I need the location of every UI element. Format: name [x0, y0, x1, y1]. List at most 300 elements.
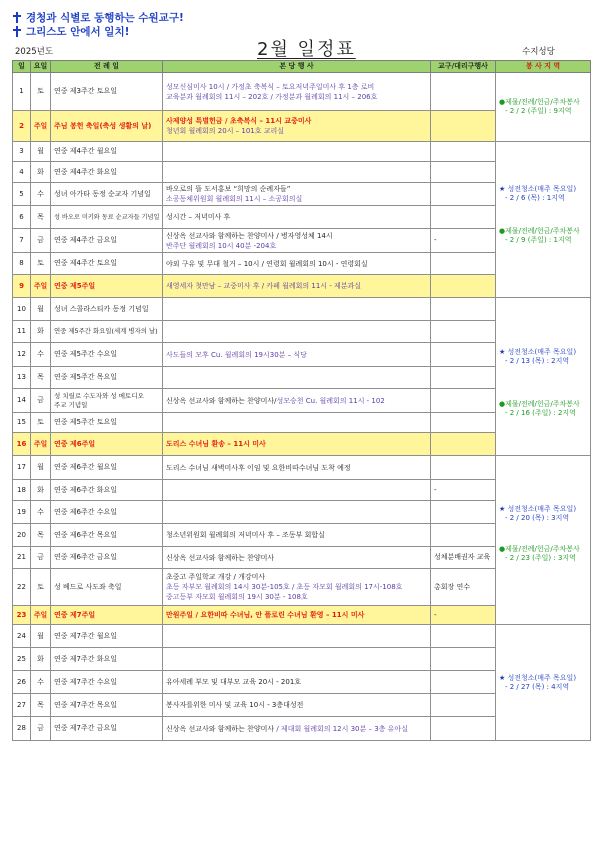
weekday-cell — [31, 275, 51, 298]
event-text: 중고등부 자모회 월례회의 19시 30분 - 108호 — [166, 593, 308, 601]
schedule-row — [13, 142, 591, 162]
liturgy-day: 연중 제5주간 수요일 — [54, 350, 117, 358]
liturgy-cell — [51, 625, 163, 648]
service-title: ★ 성전청소(매주 목요일) — [499, 347, 577, 356]
liturgy-cell — [51, 648, 163, 671]
liturgy-day: 연중 제7주간 목요일 — [54, 700, 117, 709]
service-block — [496, 73, 591, 142]
diocese-events-cell — [431, 206, 496, 229]
event-text: 소공동체위원회 월례회의 11시 – 소공회의실 — [166, 195, 303, 203]
service-item — [499, 674, 587, 692]
weekday: 수 — [37, 189, 44, 198]
event-line — [166, 116, 427, 126]
day-cell — [13, 606, 31, 625]
schedule-row — [13, 298, 591, 321]
diocese-events-cell — [431, 625, 496, 648]
motto-text-2: 그리스도 안에서 일치! — [26, 26, 130, 38]
weekday: 화 — [37, 654, 44, 663]
event-line — [166, 241, 427, 251]
table-body — [13, 73, 591, 741]
diocese-events-cell — [431, 229, 496, 253]
cross-icon — [13, 12, 21, 23]
day-cell — [13, 183, 31, 206]
parish-events-cell — [163, 389, 431, 413]
weekday: 주일 — [34, 610, 47, 619]
diocese-events-cell — [431, 413, 496, 433]
day-number: 15 — [17, 418, 26, 426]
day-number: 21 — [17, 553, 26, 561]
service-item — [499, 348, 587, 366]
event-line — [166, 194, 427, 204]
liturgy-cell — [51, 671, 163, 694]
day-number: 23 — [16, 610, 27, 619]
diocese-events-cell — [431, 524, 496, 547]
parish-events-cell — [163, 367, 431, 389]
liturgy-cell — [51, 413, 163, 433]
column-header-diocese-events: 교구/대리구행사 — [431, 61, 496, 73]
diocese-events-cell — [431, 433, 496, 456]
day-number: 5 — [19, 189, 24, 198]
day-number: 2 — [19, 121, 24, 130]
day-number: 17 — [17, 463, 26, 471]
diocese-events-cell — [431, 606, 496, 625]
liturgy-cell — [51, 367, 163, 389]
event-text: 만원주일 / 요한비따 수녀님, 안 플로린 수녀님 환영 – 11시 미사 — [166, 611, 365, 619]
liturgy-cell — [51, 480, 163, 501]
event-line — [166, 439, 427, 449]
weekday: 토 — [37, 582, 44, 591]
liturgy-day: 연중 제4주간 월요일 — [54, 147, 117, 155]
liturgy-cell — [51, 547, 163, 569]
service-stack — [499, 185, 587, 255]
weekday: 토 — [37, 418, 44, 426]
diocese-events-cell — [431, 456, 496, 480]
weekday: 토 — [37, 87, 44, 95]
diocese-events-cell — [431, 253, 496, 275]
service-detail: - 2 / 2 (주일) : 9지역 — [505, 107, 572, 115]
column-header-service-area: 봉 사 지 역 — [496, 61, 591, 73]
diocese-events-cell — [431, 162, 496, 183]
weekday-cell — [31, 480, 51, 501]
day-cell — [13, 367, 31, 389]
liturgy-cell — [51, 321, 163, 343]
weekday: 월 — [37, 463, 44, 471]
liturgy-cell — [51, 343, 163, 367]
weekday: 수 — [37, 677, 44, 686]
liturgy-day: 연중 제6주간 목요일 — [54, 530, 117, 539]
liturgy-day: 연중 제7주간 월요일 — [54, 631, 117, 640]
event-text: 봉사자를위한 미사 및 교육 10시 - 3층대성전 — [166, 701, 304, 709]
liturgy-day: 연중 제7주간 화요일 — [54, 654, 117, 663]
day-number: 6 — [19, 212, 24, 221]
liturgy-day: 연중 제7주간 금요일 — [54, 724, 117, 732]
parish-events-cell — [163, 606, 431, 625]
weekday-cell — [31, 671, 51, 694]
parish-events-cell — [163, 343, 431, 367]
event-text: 청소년위원회 월례회의 저녁미사 후 – 조동부 회합실 — [166, 531, 325, 539]
day-cell — [13, 142, 31, 162]
service-detail: - 2 / 16 (주일) : 2지역 — [505, 408, 576, 417]
liturgy-cell — [51, 73, 163, 111]
parish-events-cell — [163, 524, 431, 547]
parish-events-cell — [163, 111, 431, 142]
parish-events-cell — [163, 321, 431, 343]
header-row — [13, 61, 591, 73]
weekday: 월 — [37, 304, 44, 313]
event-line — [166, 610, 427, 620]
liturgy-cell — [51, 298, 163, 321]
event-line — [166, 677, 427, 687]
weekday-cell — [31, 298, 51, 321]
event-line — [166, 212, 427, 222]
day-cell — [13, 480, 31, 501]
schedule-row — [13, 73, 591, 111]
day-number: 18 — [17, 485, 26, 494]
liturgy-cell — [51, 253, 163, 275]
motto-line-2 — [13, 25, 129, 38]
liturgy-day: 연중 제4주간 토요일 — [54, 259, 117, 267]
service-detail: - 2 / 27 (목) : 4지역 — [505, 682, 570, 691]
diocese-events-cell — [431, 671, 496, 694]
event-text: 바오로의 뜰 도서홍보 “희망의 순례자들” — [166, 185, 291, 193]
liturgy-cell — [51, 142, 163, 162]
event-text: 야외 구유 및 무대 철거 – 10시 / 연령회 월례회의 10시 - 연령회실 — [166, 259, 368, 268]
liturgy-cell — [51, 206, 163, 229]
event-text: 사제양성 특별헌금 / 초축복식 – 11시 교중미사 — [166, 117, 312, 125]
day-cell — [13, 253, 31, 275]
weekday: 화 — [37, 327, 44, 335]
event-line — [166, 259, 427, 269]
day-cell — [13, 206, 31, 229]
diocese-events-cell — [431, 183, 496, 206]
liturgy-cell — [51, 229, 163, 253]
parish-events-cell — [163, 456, 431, 480]
service-title: ★ 성전청소(매주 목요일) — [499, 505, 577, 513]
diocese-events-cell — [431, 367, 496, 389]
liturgy-day: 연중 제6주간 화요일 — [54, 485, 117, 494]
parish-events-cell — [163, 569, 431, 606]
event-text: 신상옥 선교사와 함께하는 찬양미사 — [166, 724, 277, 733]
parish-events-cell — [163, 298, 431, 321]
day-number: 27 — [17, 700, 26, 709]
weekday: 수 — [37, 350, 44, 358]
liturgy-day: 연중 제4주간 금요일 — [54, 236, 117, 244]
weekday-cell — [31, 229, 51, 253]
day-cell — [13, 671, 31, 694]
parish-events-cell — [163, 206, 431, 229]
day-cell — [13, 111, 31, 142]
event-line — [166, 592, 427, 602]
service-detail: - 2 / 13 (목) : 2지역 — [505, 356, 570, 365]
weekday-cell — [31, 694, 51, 717]
service-block — [496, 142, 591, 298]
event-text: 신상옥 선교사와 함께하는 찬양미사 / 병자영성체 14시 — [166, 231, 333, 240]
parish-events-cell — [163, 142, 431, 162]
service-title: ●제물/전례/헌금/주차봉사 — [499, 545, 580, 553]
event-text: 유아세례 부모 및 대부모 교육 20시 - 201호 — [166, 678, 302, 686]
service-detail: - 2 / 9 (주일) : 1지역 — [505, 235, 572, 244]
service-title: ●제물/전례/헌금/주차봉사 — [499, 399, 580, 408]
weekday-cell — [31, 343, 51, 367]
diocese-events-cell — [431, 321, 496, 343]
diocese-event: 총회장 연수 — [434, 582, 471, 591]
liturgy-day: 연중 제7주일 — [54, 610, 96, 619]
liturgy-day: 연중 제5주일 — [54, 281, 96, 290]
day-cell — [13, 343, 31, 367]
event-text: 신상옥 선교사와 함께하는 찬양미사 — [166, 553, 275, 562]
event-text: 반주단 월례회의 10시 40분 -204호 — [166, 241, 277, 250]
service-title: ●제물/전례/헌금/주차봉사 — [499, 226, 580, 235]
day-cell — [13, 501, 31, 524]
liturgy-cell — [51, 456, 163, 480]
schedule-row — [13, 625, 591, 648]
day-cell — [13, 275, 31, 298]
liturgy-day: 연중 제6주간 수요일 — [54, 507, 117, 516]
liturgy-cell — [51, 717, 163, 741]
event-line — [166, 126, 427, 136]
day-number: 12 — [17, 350, 26, 358]
column-header-liturgy: 전 례 일 — [51, 61, 163, 73]
event-line — [166, 700, 427, 710]
diocese-events-cell — [431, 569, 496, 606]
parish-events-cell — [163, 501, 431, 524]
day-cell — [13, 456, 31, 480]
cross-icon — [13, 26, 21, 37]
liturgy-cell — [51, 606, 163, 625]
weekday: 화 — [37, 485, 44, 494]
diocese-event: - — [434, 485, 437, 494]
service-item — [499, 185, 587, 203]
service-stack — [499, 505, 587, 575]
event-text: 도리스 수녀님 환송 – 11시 미사 — [166, 440, 266, 448]
weekday-cell — [31, 111, 51, 142]
diocese-event: - — [434, 236, 437, 244]
weekday-cell — [31, 456, 51, 480]
day-number: 28 — [17, 724, 26, 732]
day-number: 1 — [19, 87, 24, 95]
weekday-cell — [31, 547, 51, 569]
weekday-cell — [31, 389, 51, 413]
column-header-weekday: 요일 — [31, 61, 51, 73]
event-text: 초등 자부모 월례회의 14시 30분-105호 / 초등 자모회 월례회의 17시-108호 — [166, 583, 403, 591]
weekday-cell — [31, 433, 51, 456]
event-line — [166, 231, 427, 241]
diocese-events-cell — [431, 275, 496, 298]
parish-events-cell — [163, 625, 431, 648]
service-item — [499, 98, 587, 116]
liturgy-cell — [51, 275, 163, 298]
day-number: 3 — [19, 147, 24, 155]
day-number: 9 — [19, 281, 24, 290]
parish-events-cell — [163, 717, 431, 741]
day-cell — [13, 648, 31, 671]
parish-events-cell — [163, 648, 431, 671]
liturgy-day: 연중 제3주간 토요일 — [54, 87, 117, 95]
event-text: 초중고 주일학교 개강 / 개강미사 — [166, 573, 266, 581]
day-cell — [13, 524, 31, 547]
weekday-cell — [31, 413, 51, 433]
diocese-events-cell — [431, 73, 496, 111]
day-number: 20 — [17, 530, 26, 539]
diocese-events-cell — [431, 298, 496, 321]
event-text: 청년회 월례회의 20시 – 101호 교리실 — [166, 127, 285, 135]
weekday: 토 — [37, 259, 44, 267]
event-line — [166, 396, 427, 406]
service-stack — [499, 98, 587, 116]
parish-events-cell — [163, 229, 431, 253]
day-number: 26 — [17, 677, 26, 686]
liturgy-day: 연중 제6주간 금요일 — [54, 553, 117, 561]
weekday: 금 — [37, 724, 44, 732]
weekday-cell — [31, 648, 51, 671]
diocese-events-cell — [431, 389, 496, 413]
event-text: 새영세자 첫만남 – 교중미사 후 / 카페 월례회의 11시 - 제분과실 — [166, 282, 362, 290]
motto-text-1: 경청과 식별로 동행하는 수원교구! — [26, 12, 184, 24]
liturgy-cell — [51, 694, 163, 717]
liturgy-day: 주님 봉헌 축일(축성 생활의 날) — [54, 121, 152, 130]
diocese-event: 성체분배권자 교육 — [434, 553, 491, 561]
diocese-events-cell — [431, 717, 496, 741]
event-line — [166, 553, 427, 563]
event-text: 성모승천 Cu. 월례회의 11시 - 102 — [276, 396, 385, 405]
event-text: 교육분과 월례회의 11시 – 202호 / 가정분과 월례회의 11시 – 206호 — [166, 92, 378, 101]
service-title: ★ 성전청소(매주 목요일) — [499, 184, 577, 193]
day-number: 19 — [17, 507, 26, 516]
liturgy-day: 연중 제5주간 토요일 — [54, 418, 117, 426]
day-number: 24 — [17, 631, 26, 640]
event-text: 신상옥 선교사와 함께하는 찬양미사/ — [166, 396, 277, 405]
parish-events-cell — [163, 480, 431, 501]
weekday-cell — [31, 717, 51, 741]
parish-events-cell — [163, 671, 431, 694]
weekday-cell — [31, 183, 51, 206]
weekday: 금 — [37, 553, 44, 561]
liturgy-day: 연중 제5주간 화요일(세계 병자의 날) — [54, 327, 158, 335]
weekday-cell — [31, 501, 51, 524]
day-cell — [13, 321, 31, 343]
weekday: 금 — [37, 396, 44, 404]
event-text: 사도들의 모후 Cu. 월례회의 19시30분 – 식당 — [166, 350, 307, 359]
event-line — [166, 281, 427, 291]
schedule-table — [12, 60, 591, 741]
event-line — [166, 463, 427, 473]
weekday-cell — [31, 524, 51, 547]
parish-name: 수지성당 — [522, 47, 555, 57]
parish-events-cell — [163, 547, 431, 569]
day-number: 14 — [17, 396, 26, 404]
day-number: 8 — [19, 259, 24, 267]
service-detail: - 2 / 20 (목) : 3지역 — [505, 514, 570, 522]
weekday: 월 — [37, 147, 44, 155]
parish-events-cell — [163, 73, 431, 111]
event-line — [166, 82, 427, 92]
weekday-cell — [31, 162, 51, 183]
service-item — [499, 227, 587, 245]
liturgy-cell — [51, 569, 163, 606]
day-cell — [13, 717, 31, 741]
weekday: 주일 — [34, 281, 47, 290]
table-header — [13, 61, 591, 73]
day-number: 10 — [17, 304, 26, 313]
weekday: 화 — [37, 167, 44, 176]
service-detail: - 2 / 23 (주일) : 3지역 — [505, 554, 576, 562]
liturgy-day: 연중 제5주간 목요일 — [54, 373, 117, 381]
liturgy-day: 성 베드로 사도좌 축일 — [54, 582, 122, 591]
service-title: ★ 성전청소(매주 목요일) — [499, 673, 577, 682]
day-cell — [13, 413, 31, 433]
day-number: 11 — [17, 327, 26, 335]
weekday-cell — [31, 73, 51, 111]
schedule-row — [13, 456, 591, 480]
year-label: 2025년도 — [15, 47, 54, 57]
event-line — [166, 530, 427, 540]
day-cell — [13, 389, 31, 413]
day-cell — [13, 298, 31, 321]
liturgy-day: 연중 제7주간 수요일 — [54, 677, 117, 686]
diocese-events-cell — [431, 648, 496, 671]
diocese-events-cell — [431, 343, 496, 367]
day-cell — [13, 73, 31, 111]
event-line — [166, 724, 427, 734]
weekday: 목 — [37, 212, 44, 221]
weekday-cell — [31, 367, 51, 389]
weekday: 목 — [37, 700, 44, 709]
motto-line-1 — [13, 11, 184, 24]
day-number: 25 — [17, 654, 26, 663]
weekday: 월 — [37, 631, 44, 640]
event-text: 성시간 – 저녁미사 후 — [166, 213, 231, 221]
weekday-cell — [31, 253, 51, 275]
weekday-cell — [31, 142, 51, 162]
event-text: / 제대회 월례회의 12시 30분 – 3층 유아실 — [276, 724, 408, 733]
service-item — [499, 545, 587, 563]
column-header-parish-events: 본 당 행 사 — [163, 61, 431, 73]
weekday-cell — [31, 606, 51, 625]
parish-events-cell — [163, 694, 431, 717]
event-line — [166, 92, 427, 102]
service-block — [496, 625, 591, 741]
event-line — [166, 350, 427, 360]
service-block — [496, 298, 591, 456]
weekday: 목 — [37, 373, 44, 381]
day-cell — [13, 433, 31, 456]
weekday: 목 — [37, 530, 44, 539]
diocese-events-cell — [431, 501, 496, 524]
parish-events-cell — [163, 413, 431, 433]
weekday: 주일 — [34, 439, 47, 448]
liturgy-day: 연중 제6주간 월요일 — [54, 463, 117, 471]
weekday-cell — [31, 321, 51, 343]
liturgy-cell — [51, 389, 163, 413]
day-cell — [13, 547, 31, 569]
weekday: 수 — [37, 507, 44, 516]
liturgy-cell — [51, 524, 163, 547]
liturgy-day: 성녀 스콜라스티카 동정 기념일 — [54, 304, 149, 313]
parish-events-cell — [163, 183, 431, 206]
liturgy-day: 성 치릴로 수도자와 성 메토디오 주교 기념일 — [54, 391, 144, 409]
day-number: 4 — [19, 167, 24, 176]
day-cell — [13, 694, 31, 717]
parish-events-cell — [163, 275, 431, 298]
parish-events-cell — [163, 162, 431, 183]
day-cell — [13, 162, 31, 183]
weekday-cell — [31, 625, 51, 648]
diocese-events-cell — [431, 480, 496, 501]
service-item — [499, 505, 587, 523]
column-header-day: 일 — [13, 61, 31, 73]
day-number: 13 — [17, 373, 26, 381]
day-number: 22 — [17, 582, 26, 591]
